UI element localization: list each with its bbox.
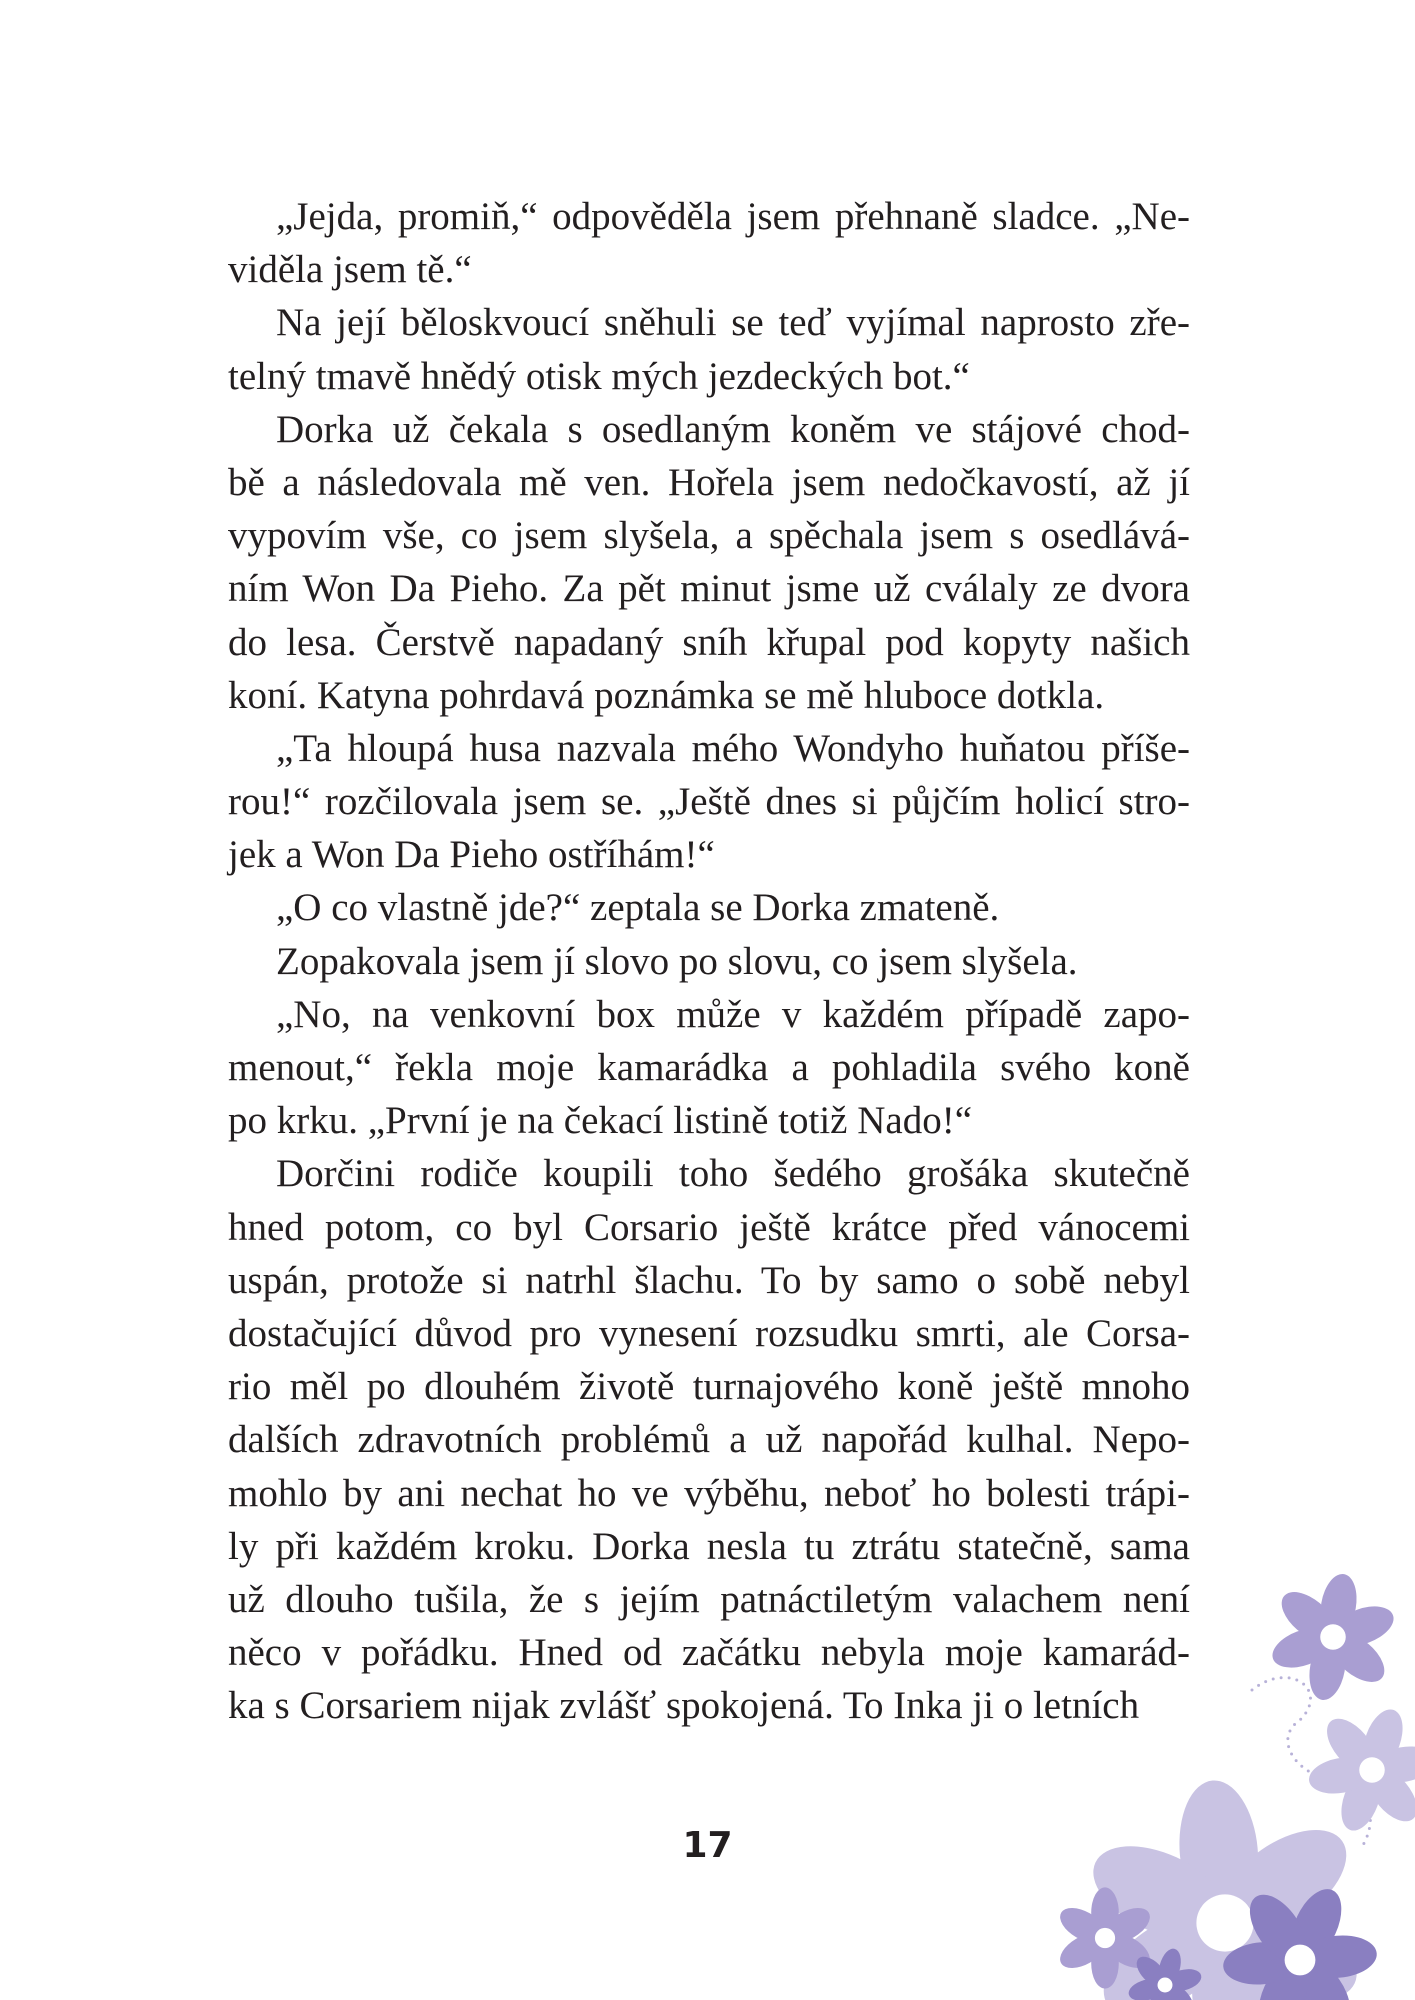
text-line: po krku. „První je na čekací listině totiž Nado!“: [228, 1099, 973, 1143]
flower-large: [1079, 1777, 1371, 2000]
text-line: bě a následovala mě ven. Hořela jsem nedočkavostí, až jí: [228, 460, 1190, 504]
text-line: menout,“ řekla moje kamarádka a pohladila svého koně: [228, 1046, 1190, 1089]
text-line: „Jejda, promiň,“ odpověděla jsem přehnaně sladce. „Ne-: [276, 195, 1190, 238]
text-line: dalších zdravotních problémů a už napořád kulhal. Nepo-: [228, 1418, 1190, 1462]
text-line: ním Won Da Pieho. Za pět minut jsme už cválaly ze dvora: [228, 567, 1190, 611]
text-line: hned potom, co byl Corsario ještě krátce před vánocemi: [228, 1205, 1190, 1249]
text-line: „Ta hloupá husa nazvala mého Wondyho huňatou příše-: [276, 726, 1190, 770]
text-line: ly při každém kroku. Dorka nesla tu ztrátu statečně, sama: [228, 1524, 1190, 1568]
text-line: už dlouho tušila, že s jejím patnáctiletým valachem není: [228, 1577, 1190, 1621]
text-line: Na její běloskvoucí sněhuli se teď vyjímal naprosto zře-: [276, 301, 1190, 345]
text-line: koní. Katyna pohrdavá poznámka se mě hluboce dotkla.: [228, 673, 1105, 717]
text-line: uspán, protože si natrhl šlachu. To by samo o sobě nebyl: [228, 1258, 1190, 1302]
flower-top: [1267, 1571, 1399, 1703]
text-line: „O co vlastně jde?“ zeptala se Dorka zmateně.: [276, 886, 1000, 930]
text-line: jek a Won Da Pieho ostříhám!“: [228, 833, 715, 877]
text-line: dostačující důvod pro vynesení rozsudku smrti, ale Corsa-: [228, 1311, 1190, 1355]
flower-tiny: [1126, 1946, 1204, 2000]
body-text: [228, 190, 1190, 1732]
page-number: 17: [682, 1825, 733, 1866]
text-line: rio měl po dlouhém životě turnajového koně ještě mnoho: [228, 1365, 1190, 1409]
dotted-vine-small: [1120, 1894, 1172, 1925]
text-line: rou!“ rozčilovala jsem se. „Ještě dnes si půjčím holicí stro-: [228, 780, 1190, 824]
text-line: Dorčini rodiče koupili toho šedého grošáka skutečně: [276, 1152, 1190, 1196]
text-line: Dorka už čekala s osedlaným koněm ve stájové chod-: [276, 407, 1190, 451]
flower-small-left: [1054, 1887, 1155, 1988]
text-line: vypovím vše, co jsem slyšela, a spěchala jsem s osedlává-: [228, 514, 1190, 558]
text-line: něco v pořádku. Hned od začátku nebyla moje kamarád-: [228, 1631, 1190, 1675]
text-line: do lesa. Čerstvě napadaný sníh křupal pod kopyty našich: [228, 620, 1190, 664]
text-line: viděla jsem tě.“: [228, 248, 472, 292]
flower-right: [1306, 1704, 1415, 1836]
text-line: Zopakovala jsem jí slovo po slovu, co jsem slyšela.: [276, 939, 1078, 983]
flower-bottom: [1221, 1881, 1378, 2000]
text-line: „No, na venkovní box může v každém případě zapo-: [276, 992, 1190, 1036]
text-line: mohlo by ani nechat ho ve výběhu, neboť ho bolesti trápi-: [228, 1471, 1190, 1515]
text-line: ka s Corsariem nijak zvlášť spokojená. To Inka ji o letních: [228, 1684, 1140, 1728]
text-line: telný tmavě hnědý otisk mých jezdeckých bot.“: [228, 354, 970, 398]
